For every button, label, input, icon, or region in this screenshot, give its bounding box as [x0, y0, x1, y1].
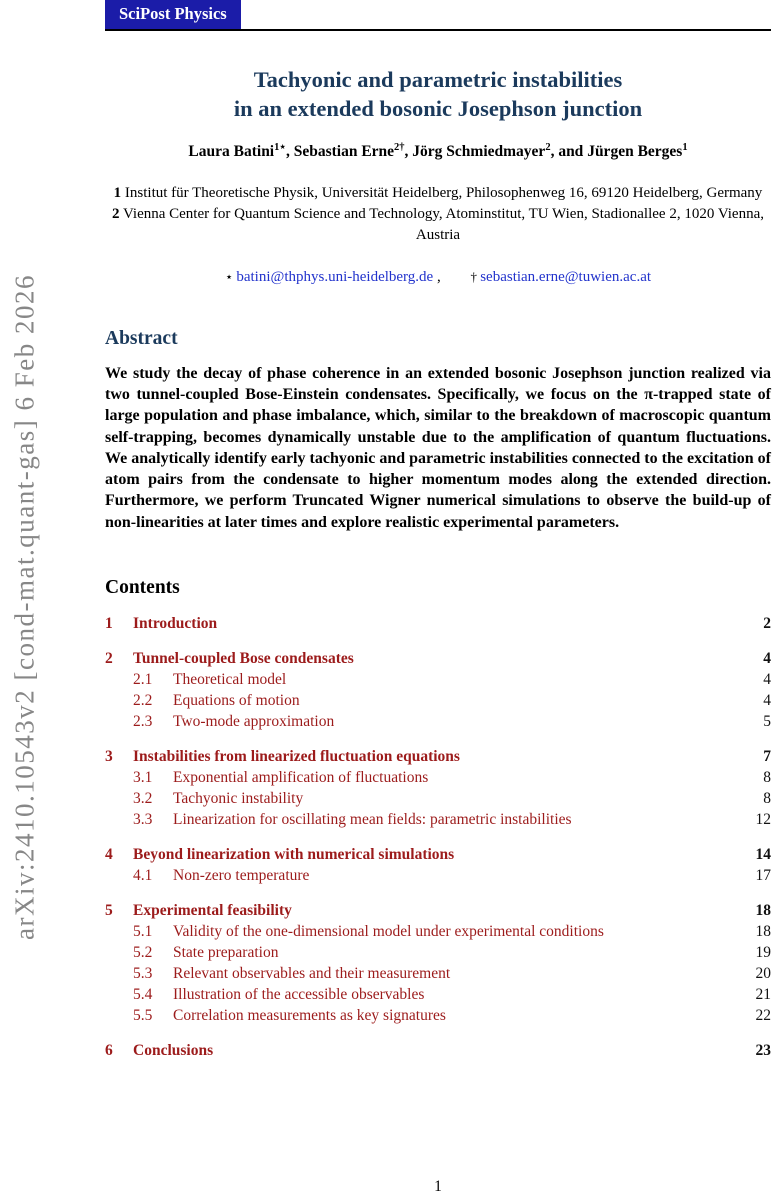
toc-entry-page: 4 — [763, 671, 771, 689]
toc-entry[interactable] — [105, 809, 771, 830]
toc-entry[interactable] — [105, 788, 771, 809]
toc-entry[interactable] — [105, 746, 771, 767]
toc-entry-title: Conclusions — [133, 1042, 214, 1060]
author-name: Jürgen Berges — [587, 142, 683, 160]
toc-entry-page: 8 — [763, 790, 771, 808]
toc-list — [105, 613, 771, 1061]
toc-entry-number: 5.2 — [133, 944, 153, 962]
toc-entry-number: 1 — [105, 615, 113, 633]
toc-entry-page: 22 — [755, 1007, 771, 1025]
author-separator: , — [404, 142, 413, 160]
author-separator: , and — [550, 142, 588, 160]
affiliation-text: Vienna Center for Quantum Science and Technology, Atominstitut, TU Wien, Stadionallee 2, 1020 Vienna, Austria — [119, 206, 764, 244]
toc-entry[interactable] — [105, 900, 771, 921]
toc-entry[interactable] — [105, 865, 771, 886]
toc-entry[interactable] — [105, 1005, 771, 1026]
toc-entry-title: State preparation — [173, 944, 279, 962]
affiliation-entry — [105, 183, 771, 204]
toc-entry-number: 5 — [105, 902, 113, 920]
toc-entry-page: 12 — [755, 811, 771, 829]
toc-entry-page: 18 — [755, 902, 771, 920]
toc-entry-title: Two-mode approximation — [173, 713, 335, 731]
journal-badge — [105, 0, 241, 29]
toc-entry-number: 4.1 — [133, 867, 153, 885]
toc-entry[interactable] — [105, 921, 771, 942]
toc-entry-title: Theoretical model — [173, 671, 287, 689]
toc-entry-title: Non-zero temperature — [173, 867, 310, 885]
toc-entry-number: 5.3 — [133, 965, 153, 983]
toc-entry-number: 4 — [105, 846, 113, 864]
contents-heading: Contents — [105, 577, 180, 599]
toc-entry-title: Beyond linearization with numerical simulations — [133, 846, 455, 864]
toc-entry[interactable] — [105, 690, 771, 711]
header-rule — [105, 0, 771, 31]
affiliation-text: Institut für Theoretische Physik, Universität Heidelberg, Philosophenweg 16, 69120 Heidelberg, Germany — [121, 184, 763, 201]
page-content — [105, 0, 771, 1061]
toc-entry-page: 2 — [763, 615, 771, 633]
toc-entry[interactable] — [105, 648, 771, 669]
toc-entry-number: 2.1 — [133, 671, 153, 689]
toc-entry[interactable] — [105, 942, 771, 963]
author-affiliation-mark: 1⋆ — [274, 141, 286, 153]
toc-entry[interactable] — [105, 767, 771, 788]
toc-entry-title: Exponential amplification of fluctuations — [173, 769, 429, 787]
toc-entry-title: Linearization for oscillating mean fields: parametric instabilities — [173, 811, 572, 829]
toc-entry-title: Tunnel-coupled Bose condensates — [133, 650, 354, 668]
email-symbol: † — [470, 268, 481, 284]
toc-entry-page: 7 — [763, 748, 771, 766]
author-separator: , — [285, 142, 294, 160]
toc-entry[interactable] — [105, 984, 771, 1005]
affiliation-entry — [105, 204, 771, 247]
toc-entry-title: Validity of the one-dimensional model under experimental conditions — [173, 923, 604, 941]
affiliation-marker: 1 — [113, 184, 122, 201]
page-number: 1 — [434, 1178, 442, 1195]
toc-entry-page: 18 — [755, 923, 771, 941]
toc-entry-title: Experimental feasibility — [133, 902, 292, 920]
toc-entry-number: 3 — [105, 748, 113, 766]
toc-entry-page: 21 — [755, 986, 771, 1004]
toc-entry-page: 20 — [755, 965, 771, 983]
email-link[interactable]: batini@thphys.uni-heidelberg.de — [236, 268, 434, 285]
abstract-heading: Abstract — [105, 327, 178, 349]
toc-entry-number: 3.1 — [133, 769, 153, 787]
toc-entry-page: 5 — [763, 713, 771, 731]
toc-entry-number: 5.1 — [133, 923, 153, 941]
toc-entry-number: 3.3 — [133, 811, 153, 829]
toc-entry[interactable] — [105, 613, 771, 634]
author-affiliation-mark: 1 — [682, 141, 688, 153]
toc-entry-number: 2.2 — [133, 692, 153, 710]
email-separator: , — [433, 268, 445, 285]
email-symbol: ⋆ — [224, 268, 237, 284]
journal-name: SciPost Physics — [119, 4, 227, 23]
toc-entry[interactable] — [105, 669, 771, 690]
paper-title — [105, 65, 771, 124]
email-link[interactable]: sebastian.erne@tuwien.ac.at — [480, 268, 652, 285]
toc-entry-number: 2 — [105, 650, 113, 668]
toc-entry[interactable] — [105, 1040, 771, 1061]
toc-entry-page: 14 — [755, 846, 771, 864]
author-name: Jörg Schmiedmayer — [412, 142, 546, 160]
toc-entry-number: 6 — [105, 1042, 113, 1060]
paper-title-line1: Tachyonic and parametric instabilities — [253, 67, 623, 93]
author-name: Sebastian Erne — [293, 142, 395, 160]
arxiv-watermark: arXiv:2410.10543v2 [cond-mat.quant-gas] 6 Feb 2026 — [9, 274, 40, 940]
author-name: Laura Batini — [188, 142, 275, 160]
toc-entry-page: 17 — [755, 867, 771, 885]
toc-entry-page: 4 — [763, 692, 771, 710]
toc-entry-page: 4 — [763, 650, 771, 668]
toc-entry-title: Equations of motion — [173, 692, 300, 710]
affiliations-block — [105, 183, 771, 247]
paper-title-line2: in an extended bosonic Josephson junction — [233, 96, 643, 122]
author-affiliation-mark: 2† — [394, 141, 405, 153]
emails-line — [105, 269, 771, 286]
abstract-text: We study the decay of phase coherence in an extended bosonic Josephson junction realized via two tunnel-coupled Bose-Einstein condensates. Specifically, we focus on the π-trapped state of large population and phase imbalance, which, similar to the breakdown of macroscopic quantum self-trapping, becomes dynamically unstable due to the amplification of quantum fluctuations. We analytically identify early tachyonic and parametric instabilities connected to the excitation of atom pairs from the condensate to higher momentum modes along the extended direction. Furthermore, we perform Truncated Wigner numerical simulations to observe the build-up of non-linearities at later times and explore realistic experimental parameters. — [105, 364, 771, 531]
toc-entry-page: 19 — [755, 944, 771, 962]
affiliation-marker: 2 — [112, 206, 120, 223]
toc-entry-title: Correlation measurements as key signatures — [173, 1007, 446, 1025]
authors-line — [105, 141, 771, 161]
toc-entry-title: Relevant observables and their measurement — [173, 965, 451, 983]
toc-entry-page: 23 — [755, 1042, 771, 1060]
toc-entry-title: Instabilities from linearized fluctuation equations — [133, 748, 460, 766]
toc-entry-number: 3.2 — [133, 790, 153, 808]
author-affiliation-mark: 2 — [545, 141, 551, 153]
toc-entry[interactable] — [105, 963, 771, 984]
toc-entry[interactable] — [105, 711, 771, 732]
toc-entry-page: 8 — [763, 769, 771, 787]
toc-entry-number: 5.4 — [133, 986, 153, 1004]
toc-entry-number: 2.3 — [133, 713, 153, 731]
toc-entry-title: Tachyonic instability — [173, 790, 304, 808]
toc-entry-title: Introduction — [133, 615, 218, 633]
toc-entry[interactable] — [105, 844, 771, 865]
toc-entry-title: Illustration of the accessible observables — [173, 986, 425, 1004]
toc-entry-number: 5.5 — [133, 1007, 153, 1025]
